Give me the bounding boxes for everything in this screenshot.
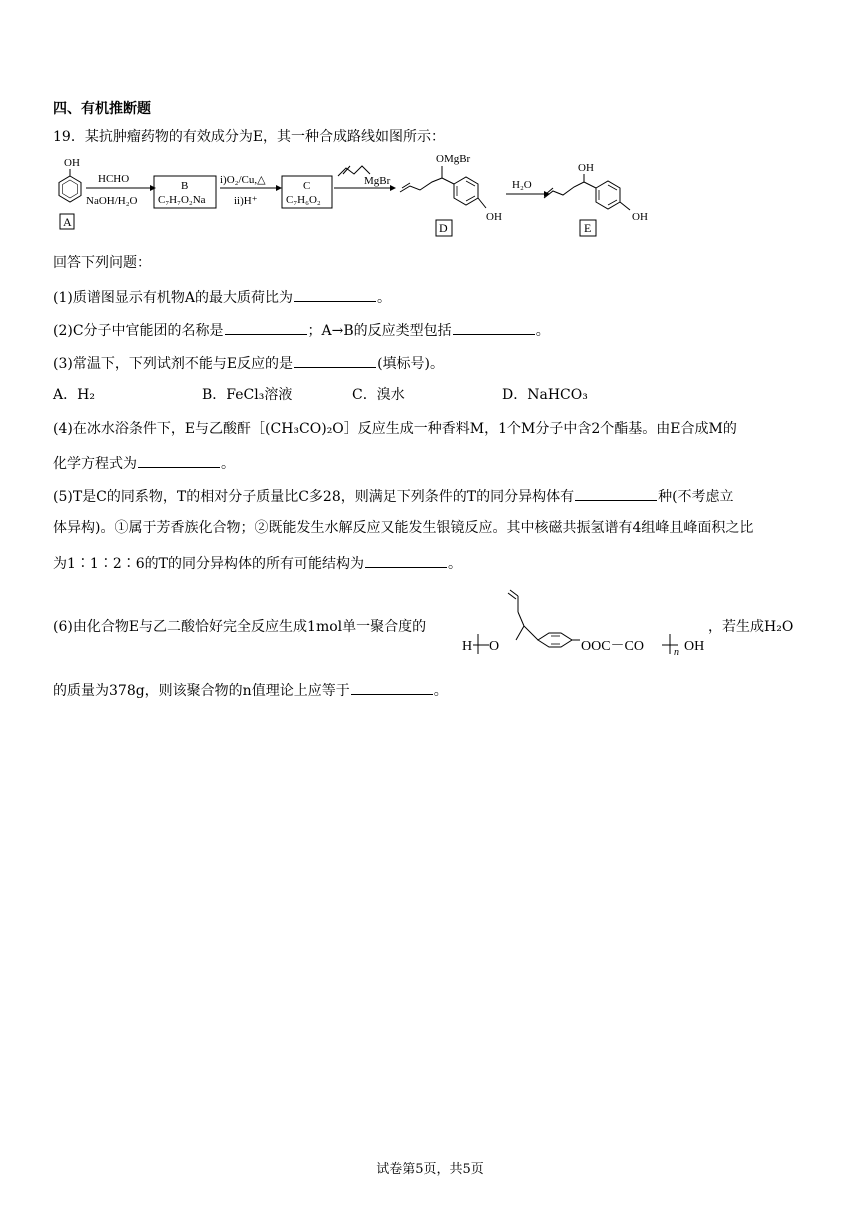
arrow-2 xyxy=(220,174,282,207)
option-c: C．溴水 xyxy=(352,387,405,403)
q5-line-3 xyxy=(53,552,462,574)
grignard-reagent: MgBr xyxy=(364,175,391,187)
option-b: B．FeCl₃溶液 xyxy=(202,387,293,403)
q4-line-2 xyxy=(53,452,235,474)
arrow1-reagent: HCHO xyxy=(98,173,130,185)
b-formula: C₇H₇O₂Na xyxy=(158,194,206,206)
synthesis-scheme xyxy=(50,150,670,242)
q5-answer-blank-2[interactable] xyxy=(365,552,447,568)
q2-text-b: ；A→B的反应类型包括 xyxy=(307,323,452,339)
arrow-1 xyxy=(86,173,156,207)
arrow-3 xyxy=(334,166,396,191)
q5-line-1 xyxy=(53,485,734,507)
d-oh-label: OH xyxy=(486,211,502,223)
q2-answer-blank-1[interactable] xyxy=(225,319,307,335)
c-label: C xyxy=(303,180,311,192)
q3-end: (填标号)。 xyxy=(377,356,444,372)
q5-text-a: (5)T是C的同系物，T的相对分子质量比C多28，则满足下列条件的T的同分异构体有 xyxy=(53,489,575,505)
d-omgbr-label: OMgBr xyxy=(436,153,471,165)
q3-text: (3)常温下，下列试剂不能与E反应的是 xyxy=(53,356,294,372)
q2-answer-blank-2[interactable] xyxy=(453,319,535,335)
subquestion-1 xyxy=(53,286,391,308)
q4-text: 化学方程式为 xyxy=(53,456,137,472)
a-label: A xyxy=(63,215,72,229)
polymer-oh: OH xyxy=(684,639,705,654)
arrow1-condition: NaOH/H₂O xyxy=(86,195,138,207)
polymer-h-left: H xyxy=(462,639,473,654)
section-title: 四、有机推断题 xyxy=(53,101,151,117)
q5-line-2: 体异构)。①属于芳香族化合物；②既能发生水解反应又能发生银镜反应。其中核磁共振氢谱有4组峰且峰面积之比 xyxy=(53,520,754,536)
compound-a xyxy=(59,157,81,229)
compound-b-box xyxy=(154,176,216,208)
option-d: D．NaHCO₃ xyxy=(502,387,588,403)
compound-d xyxy=(400,153,502,236)
q1-answer-blank[interactable] xyxy=(294,286,376,302)
q5-text-c: 为1∶1∶2∶6的T的同分异构体的所有可能结构为 xyxy=(53,556,364,572)
q6-line-1a: (6)由化合物E与乙二酸恰好完全反应生成1mol单一聚合度的 xyxy=(53,619,427,635)
q6-text: 的质量为378g，则该聚合物的n值理论上应等于 xyxy=(53,683,350,699)
polymer-structure xyxy=(458,582,718,662)
q6-answer-blank[interactable] xyxy=(351,679,433,695)
q5-end: 。 xyxy=(447,556,462,572)
q6-line-1b: ，若生成H₂O xyxy=(708,619,794,635)
subquestion-2 xyxy=(53,319,550,341)
arrow-4 xyxy=(506,179,550,197)
c-formula: C₇H₆O₂ xyxy=(286,194,321,206)
q1-end: 。 xyxy=(376,290,391,306)
q1-text: (1)质谱图显示有机物A的最大质荷比为 xyxy=(53,290,293,306)
e-label: E xyxy=(584,221,592,235)
b-label: B xyxy=(181,180,189,192)
question-stem: 19．某抗肿瘤药物的有效成分为E，其一种合成路线如图所示： xyxy=(53,129,446,145)
q5-text-b: 种(不考虑立 xyxy=(658,489,734,505)
q4-answer-blank[interactable] xyxy=(138,452,220,468)
option-a: A．H₂ xyxy=(53,387,95,403)
polymer-n: n xyxy=(674,647,679,658)
subquestion-3 xyxy=(53,352,444,374)
q2-text-a: (2)C分子中官能团的名称是 xyxy=(53,323,224,339)
q6-line-2 xyxy=(53,679,448,701)
q6-end: 。 xyxy=(433,683,448,699)
e-oh-top-label: OH xyxy=(578,162,594,174)
arrow2-condition: ii)H⁺ xyxy=(234,195,258,207)
polymer-ester: OOC－CO xyxy=(581,639,645,654)
e-oh-label: OH xyxy=(632,211,648,223)
q5-answer-blank-1[interactable] xyxy=(575,485,657,501)
a-oh-label: OH xyxy=(64,157,80,169)
d-label: D xyxy=(439,221,448,235)
compound-e xyxy=(544,162,648,236)
arrow2-reagent: i)O₂/Cu,△ xyxy=(220,174,266,186)
polymer-o-left: O xyxy=(489,639,500,654)
q2-end: 。 xyxy=(535,323,550,339)
page-footer: 试卷第5页，共5页 xyxy=(376,1162,484,1177)
compound-c-box xyxy=(282,176,332,208)
q3-answer-blank[interactable] xyxy=(294,352,376,368)
answer-prompt: 回答下列问题： xyxy=(53,255,151,271)
arrow4-reagent: H₂O xyxy=(512,179,532,191)
q4-end: 。 xyxy=(221,456,235,472)
q4-line-1: (4)在冰水浴条件下，E与乙酸酐［(CH₃CO)₂O］反应生成一种香料M，1个M分子中含2个酯基。由E合成M的 xyxy=(53,421,737,437)
